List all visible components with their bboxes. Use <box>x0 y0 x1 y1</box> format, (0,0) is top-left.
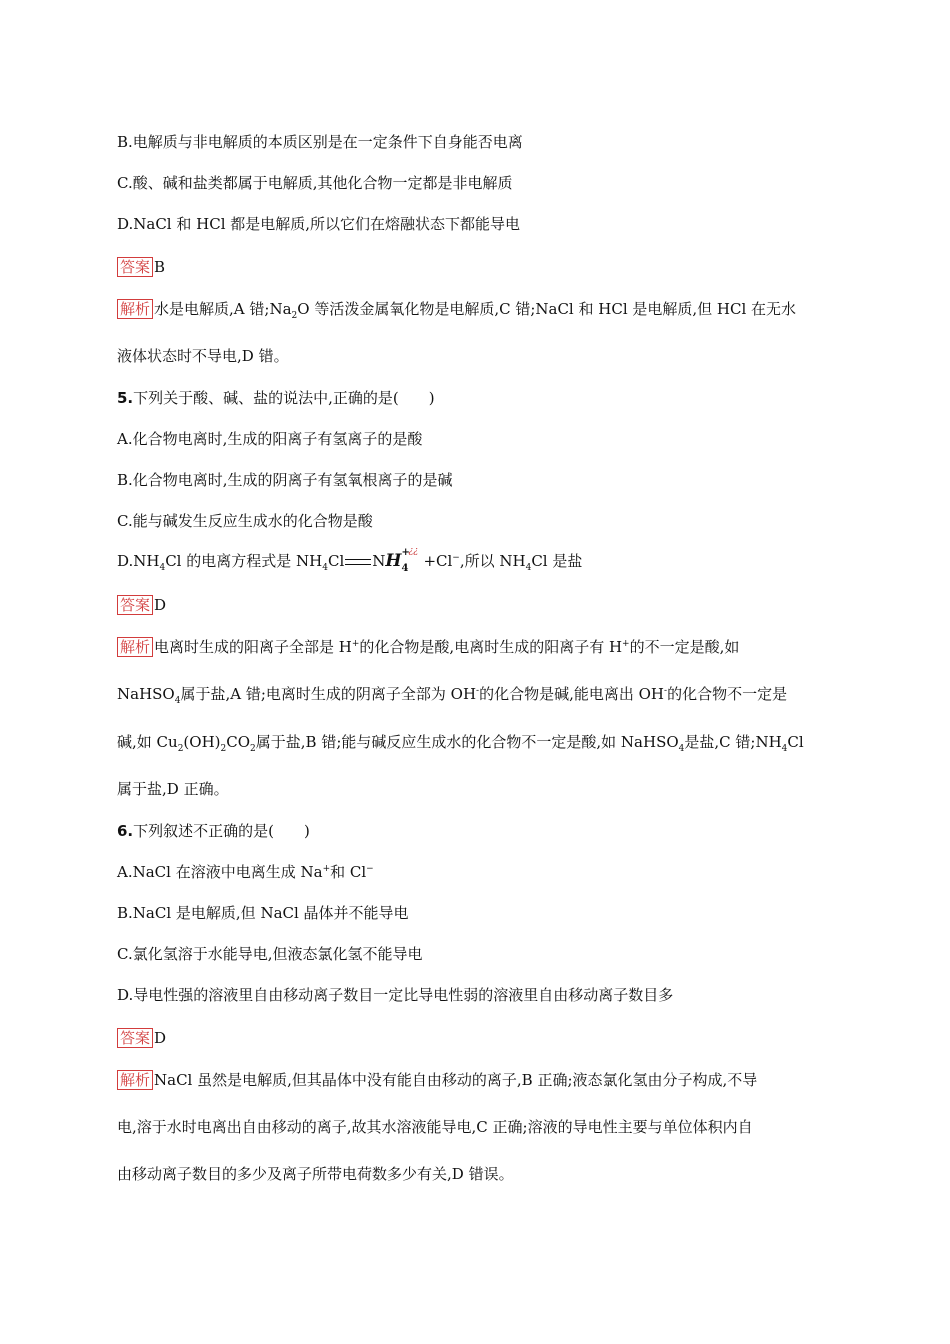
q6-option-c: C.氯化氢溶于水能导电,但液态氯化氢不能导电 <box>117 945 423 963</box>
analysis-tag: 解析 <box>117 1070 153 1090</box>
text: Cl 是盐 <box>531 552 583 570</box>
subscript: 2 <box>250 744 256 754</box>
text: 属于盐,A 错;电离时生成的阴离子全部为 OH <box>180 685 477 703</box>
text: 碱,如 Cu <box>117 733 178 751</box>
q6-analysis-line-2: 电,溶于水时电离出自由移动的离子,故其水溶液能导电,C 正确;溶液的导电性主要与单位体积内自 <box>117 1118 753 1136</box>
q5-option-d <box>117 546 583 574</box>
answer-tag: 答案 <box>117 1028 153 1048</box>
nh4-charge <box>401 546 423 574</box>
text: NaCl 虽然是电解质,但其晶体中没有能自由移动的离子,B 正确;液态氯化氢由分子构成,不导 <box>154 1071 758 1089</box>
question-number: 5. <box>117 389 134 407</box>
q4-option-d: D.NaCl 和 HCl 都是电解质,所以它们在熔融状态下都能导电 <box>117 215 521 233</box>
formula-h: H <box>385 551 402 571</box>
superscript: + <box>322 864 331 874</box>
answer-value: B <box>154 258 166 276</box>
q5-answer <box>117 594 166 616</box>
q5-analysis-line-3 <box>117 731 804 753</box>
superscript: - <box>664 686 668 696</box>
subscript: 2 <box>220 744 227 754</box>
subscript: 4 <box>781 744 788 754</box>
text: Cl <box>327 552 345 570</box>
text: 的化合物是酸,电离时生成的阳离子有 H <box>359 638 623 656</box>
subscript: 4 <box>401 563 409 574</box>
text: +Cl <box>423 552 453 570</box>
q6-answer <box>117 1027 166 1049</box>
question-text: 下列叙述不正确的是( ) <box>133 822 310 840</box>
subscript: 4 <box>174 696 181 706</box>
q6-analysis-line-1 <box>117 1069 757 1091</box>
superscript: − <box>452 553 460 563</box>
text: (OH) <box>183 733 221 751</box>
text: A.NaCl 在溶液中电离生成 Na <box>117 863 323 881</box>
question-text: 下列关于酸、碱、盐的说法中,正确的是( ) <box>133 389 435 407</box>
question-number: 6. <box>117 822 134 840</box>
q4-analysis-line-1 <box>117 298 796 320</box>
q6-option-a <box>117 861 374 883</box>
q6-option-b: B.NaCl 是电解质,但 NaCl 晶体并不能导电 <box>117 904 409 922</box>
analysis-tag: 解析 <box>117 299 153 319</box>
q5-analysis-line-1 <box>117 636 739 658</box>
garbled-glyph: ¿¿ <box>408 546 419 556</box>
subscript: 4 <box>159 563 166 573</box>
q6-stem <box>117 820 310 842</box>
answer-tag: 答案 <box>117 595 153 615</box>
superscript: + <box>622 639 630 649</box>
superscript: - <box>476 686 480 696</box>
text: ,所以 NH <box>459 552 526 570</box>
text: D.NH <box>117 552 160 570</box>
q5-option-c: C.能与碱发生反应生成水的化合物是酸 <box>117 512 373 530</box>
text: 的化合物是碱,能电离出 OH <box>479 685 665 703</box>
text: N <box>372 552 386 570</box>
subscript: 2 <box>177 744 184 754</box>
superscript: + <box>351 639 360 649</box>
text: 属于盐,B 错;能与碱反应生成水的化合物不一定是酸,如 NaHSO <box>255 733 679 751</box>
text: 的不一定是酸,如 <box>629 638 740 656</box>
q5-option-b: B.化合物电离时,生成的阴离子有氢氧根离子的是碱 <box>117 471 453 489</box>
q5-stem <box>117 387 435 409</box>
text: 的化合物不一定是 <box>667 685 788 703</box>
answer-value: D <box>154 1029 167 1047</box>
subscript: 4 <box>322 563 328 573</box>
q6-option-d: D.导电性强的溶液里自由移动离子数目一定比导电性弱的溶液里自由移动离子数目多 <box>117 986 674 1004</box>
q5-analysis-line-4: 属于盐,D 正确。 <box>117 780 229 798</box>
subscript: 2 <box>291 311 298 321</box>
text: O 等活泼金属氧化物是电解质,C 错;NaCl 和 HCl 是电解质,但 HCl 在无水 <box>297 300 797 318</box>
q5-option-a: A.化合物电离时,生成的阳离子有氢离子的是酸 <box>117 430 423 448</box>
superscript: − <box>366 864 374 874</box>
q4-answer <box>117 256 165 278</box>
analysis-tag: 解析 <box>117 637 153 657</box>
text: 水是电解质,A 错;Na <box>154 300 292 318</box>
equals-sign-icon <box>345 559 371 565</box>
text: 电离时生成的阳离子全部是 H <box>154 638 352 656</box>
q4-analysis-line-2: 液体状态时不导电,D 错。 <box>117 347 289 365</box>
text: Cl 的电离方程式是 NH <box>165 552 323 570</box>
text: 和 Cl <box>330 863 367 881</box>
subscript: 4 <box>678 744 685 754</box>
answer-value: D <box>154 596 167 614</box>
q6-analysis-line-3: 由移动离子数目的多少及离子所带电荷数多少有关,D 错误。 <box>117 1165 514 1183</box>
superscript: + <box>401 547 410 558</box>
text: NaHSO <box>117 685 175 703</box>
q4-option-b: B.电解质与非电解质的本质区别是在一定条件下自身能否电离 <box>117 133 523 151</box>
text: Cl <box>787 733 804 751</box>
q4-option-c: C.酸、碱和盐类都属于电解质,其他化合物一定都是非电解质 <box>117 174 513 192</box>
answer-tag: 答案 <box>117 257 153 277</box>
text: CO <box>226 733 251 751</box>
text: 是盐,C 错;NH <box>684 733 782 751</box>
subscript: 4 <box>525 563 532 573</box>
q5-analysis-line-2 <box>117 683 787 705</box>
